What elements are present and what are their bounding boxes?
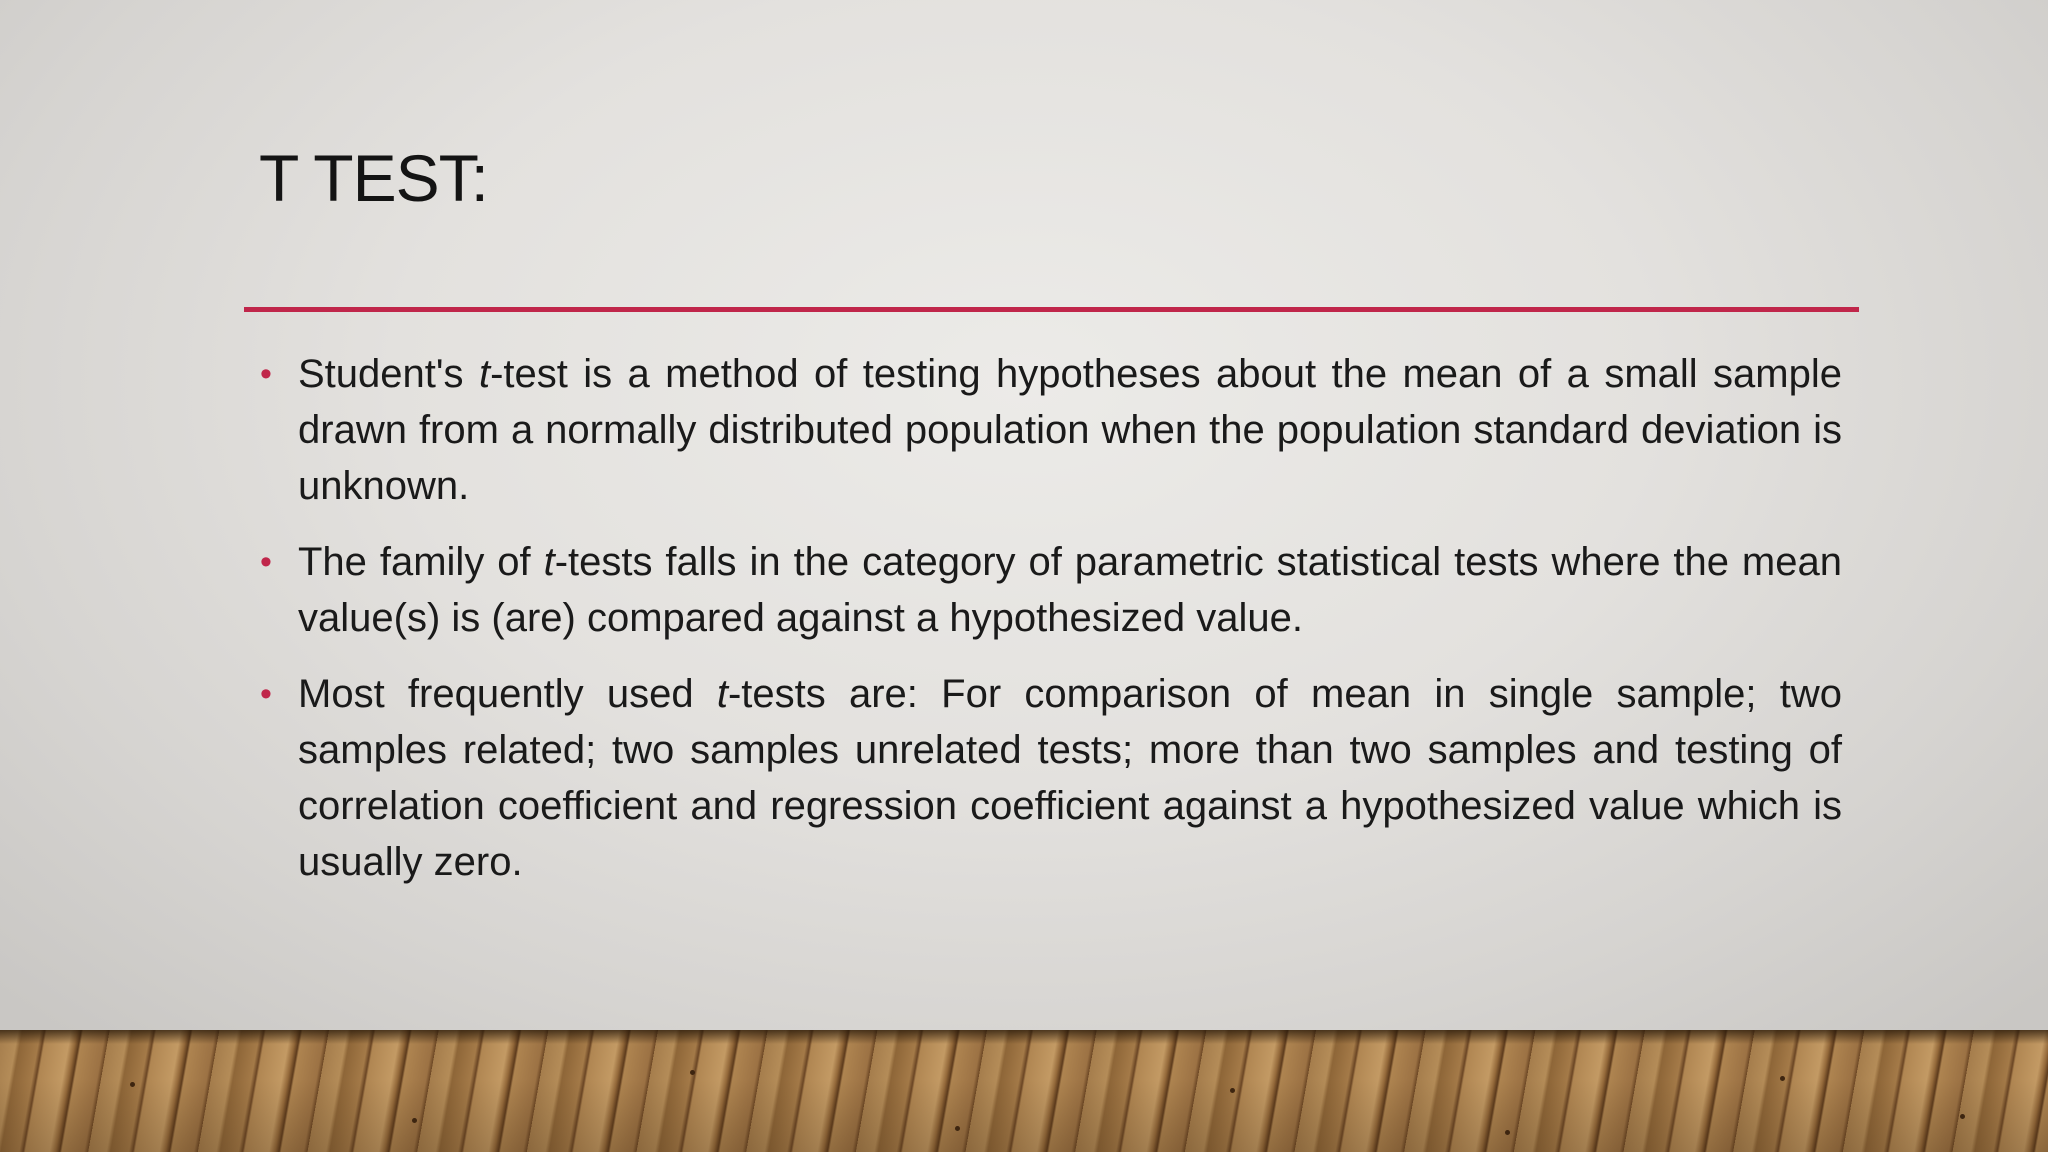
bullet-list: [258, 346, 1842, 910]
bullet-text-post: -test is a method of testing hypotheses about the mean of a small sample drawn from a normally distributed population when the population standard deviation is unknown.: [298, 352, 1843, 508]
bullet-icon: •: [260, 355, 272, 393]
bullet-icon: •: [260, 675, 272, 713]
bullet-text-pre: Most frequently used: [298, 672, 717, 716]
bullet-text-italic: t: [543, 540, 555, 584]
floor-nail: [1230, 1088, 1235, 1093]
bullet-text: [298, 672, 1842, 884]
bullet-icon: •: [260, 543, 272, 581]
bullet-text-pre: Student's: [298, 352, 479, 396]
floor-nail: [690, 1070, 695, 1075]
bullet-item-1: [258, 346, 1842, 514]
floor-nail: [412, 1118, 417, 1123]
floor-nail: [1780, 1076, 1785, 1081]
floor-nail: [1505, 1130, 1510, 1135]
bullet-text-post: -tests falls in the category of parametric statistical tests where the mean value(s) is (are) compared against a hypothesized value.: [298, 540, 1842, 640]
bullet-text-post: -tests are: For comparison of mean in single sample; two samples related; two samples unrelated tests; more than two samples and testing of correlation coefficient and regression coefficient against a hypothesized value which is usually zero.: [298, 672, 1842, 884]
bullet-item-3: [258, 666, 1842, 890]
slide-title: T TEST:: [259, 141, 488, 215]
wood-floor-background: [0, 1030, 2048, 1152]
title-divider: [244, 307, 1859, 312]
bullet-item-2: [258, 534, 1842, 646]
floor-nail: [1960, 1114, 1965, 1119]
floor-nail: [130, 1082, 135, 1087]
bullet-text-italic: t: [478, 352, 491, 396]
bullet-text: [298, 352, 1842, 508]
bullet-text-pre: The family of: [298, 540, 544, 584]
bullet-text-italic: t: [716, 672, 728, 716]
floor-nail: [955, 1126, 960, 1131]
bullet-text: [298, 540, 1842, 640]
